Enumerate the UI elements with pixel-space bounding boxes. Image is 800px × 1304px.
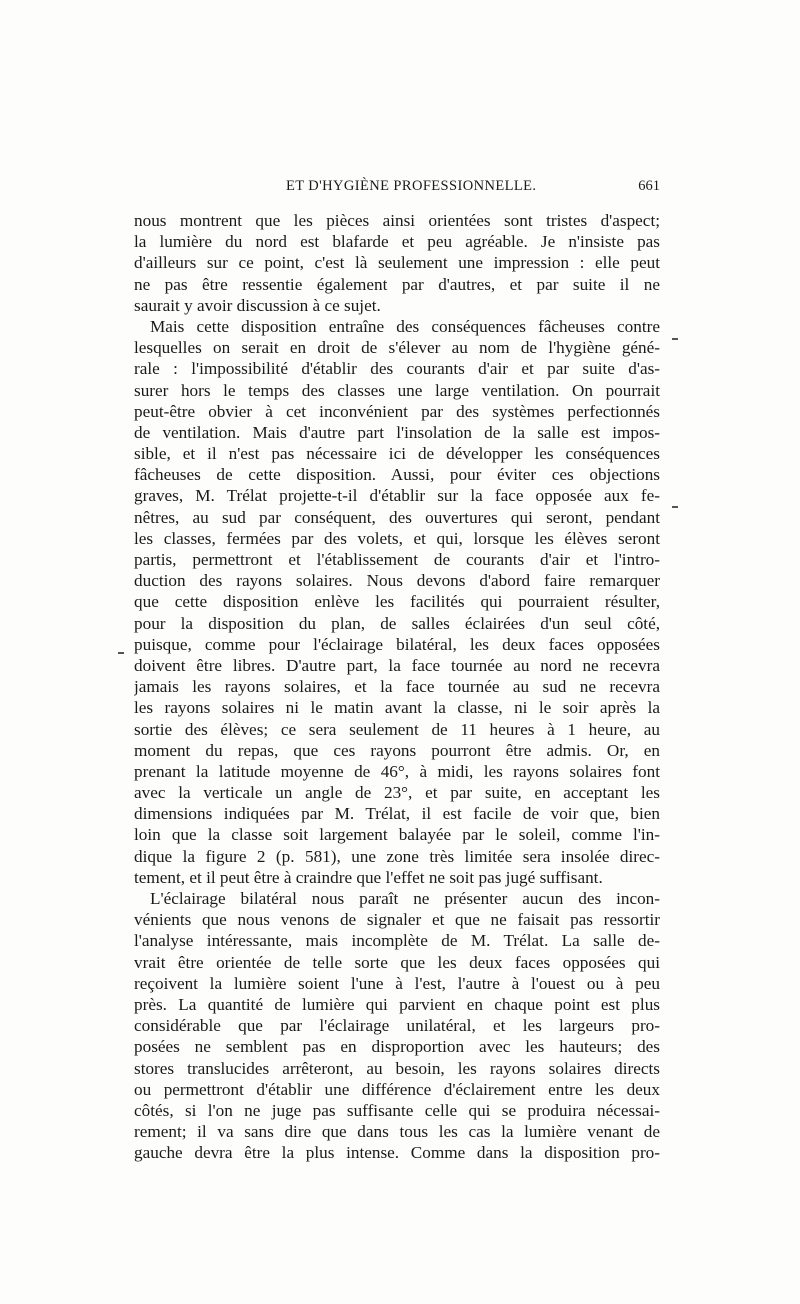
text-line: rement; il va sans dire que dans tous les cas la lumière venant de: [134, 1122, 660, 1142]
text-line: les classes, fermées par des volets, et qui, lorsque les élèves seront: [134, 528, 660, 548]
text-line: dimensions indiquées par M. Trélat, il est facile de voir que, bien: [134, 804, 660, 824]
page-header: [134, 178, 660, 200]
text-line: dique la figure 2 (p. 581), une zone très limitée sera insolée direc-: [134, 846, 660, 866]
text-line: Mais cette disposition entraîne des conséquences fâcheuses contre: [150, 316, 660, 336]
text-line: rale : l'impossibilité d'établir des courants d'air et par suite d'as-: [134, 359, 660, 379]
text-line: graves, M. Trélat projette-t-il d'établir sur la face opposée aux fe-: [134, 486, 660, 506]
margin-mark: [672, 506, 678, 508]
text-line: L'éclairage bilatéral nous paraît ne présenter aucun des incon-: [150, 889, 660, 908]
text-line: stores translucides arrêteront, au besoin, les rayons solaires directs: [134, 1058, 660, 1078]
text-line: duction des rayons solaires. Nous devons d'abord faire remarquer: [134, 571, 660, 591]
text-line: nêtres, au sud par conséquent, des ouvertures qui seront, pendant: [134, 507, 660, 527]
text-line: loin que la classe soit largement balayée par le soleil, comme l'in-: [134, 825, 660, 845]
text-line: sible, et il n'est pas nécessaire ici de développer les conséquences: [134, 444, 660, 464]
text-line: que cette disposition enlève les facilités qui pourraient résulter,: [134, 592, 660, 612]
text-line: peut-être obvier à cet inconvénient par des systèmes perfectionnés: [134, 401, 660, 421]
text-line: vrait être orientée de telle sorte que les deux faces opposées qui: [134, 952, 660, 972]
running-head: ET D'HYGIÈNE PROFESSIONNELLE.: [286, 178, 537, 194]
text-line: considérable que par l'éclairage unilatéral, et les largeurs pro-: [134, 1016, 660, 1036]
text-line: lesquelles on serait en droit de s'élever au nom de l'hygiène géné-: [134, 338, 660, 358]
text-line: avec la verticale un angle de 23°, et par suite, en acceptant les: [134, 783, 660, 803]
text-line: près. La quantité de lumière qui parvient en chaque point est plus: [134, 994, 660, 1014]
text-line: reçoivent la lumière soient l'une à l'est, l'autre à l'ouest ou à peu: [134, 973, 660, 993]
page-number: 661: [638, 178, 660, 194]
text-line: pour la disposition du plan, de salles éclairées d'un seul côté,: [134, 613, 660, 633]
text-line: sortie des élèves; ce sera seulement de 11 heures à 1 heure, au: [134, 719, 660, 739]
text-line: vénients que nous venons de signaler et que ne faisait pas ressortir: [134, 910, 660, 930]
text-line: puisque, comme pour l'éclairage bilatéral, les deux faces opposées: [134, 634, 660, 654]
text-line: prenant la latitude moyenne de 46°, à midi, les rayons solaires font: [134, 761, 660, 781]
text-line: moment du repas, que ces rayons pourront être admis. Or, en: [134, 740, 660, 760]
text-line: de ventilation. Mais d'autre part l'insolation de la salle est impos-: [134, 422, 660, 442]
text-line: côtés, si l'on ne juge pas suffisante celle qui se produira nécessai-: [134, 1100, 660, 1120]
text-line: l'analyse intéressante, mais incomplète de M. Trélat. La salle de-: [134, 931, 660, 951]
margin-mark: [118, 652, 124, 654]
text-line: tement, et il peut être à craindre que l'effet ne soit pas jugé suffisant.: [134, 867, 603, 887]
margin-mark: [672, 338, 678, 340]
text-line: nous montrent que les pièces ainsi orientées sont tristes d'aspect;: [134, 211, 660, 230]
text-line: saurait y avoir discussion à ce sujet.: [134, 295, 381, 315]
body-text: [134, 210, 660, 1163]
text-line: fâcheuses de cette disposition. Aussi, pour éviter ces objections: [134, 465, 660, 485]
text-line: gauche devra être la plus intense. Comme dans la disposition pro-: [134, 1143, 660, 1163]
text-line: jamais les rayons solaires, et la face tournée au sud ne recevra: [134, 677, 660, 697]
text-line: la lumière du nord est blafarde et peu agréable. Je n'insiste pas: [134, 232, 660, 252]
text-line: surer hors le temps des classes une large ventilation. On pourrait: [134, 380, 660, 400]
text-line: ou permettront d'établir une différence d'éclairement entre les deux: [134, 1079, 660, 1099]
text-line: doivent être libres. D'autre part, la face tournée au nord ne recevra: [134, 655, 660, 675]
text-line: partis, permettront et l'établissement de courants d'air et l'intro-: [134, 550, 660, 569]
text-line: les rayons solaires ni le matin avant la classe, ni le soir après la: [134, 698, 660, 718]
text-line: posées ne semblent pas en disproportion avec les hauteurs; des: [134, 1037, 660, 1057]
text-line: d'ailleurs sur ce point, c'est là seulement une impression : elle peut: [134, 253, 660, 273]
text-line: ne pas être ressentie également par d'autres, et par suite il ne: [134, 274, 660, 294]
